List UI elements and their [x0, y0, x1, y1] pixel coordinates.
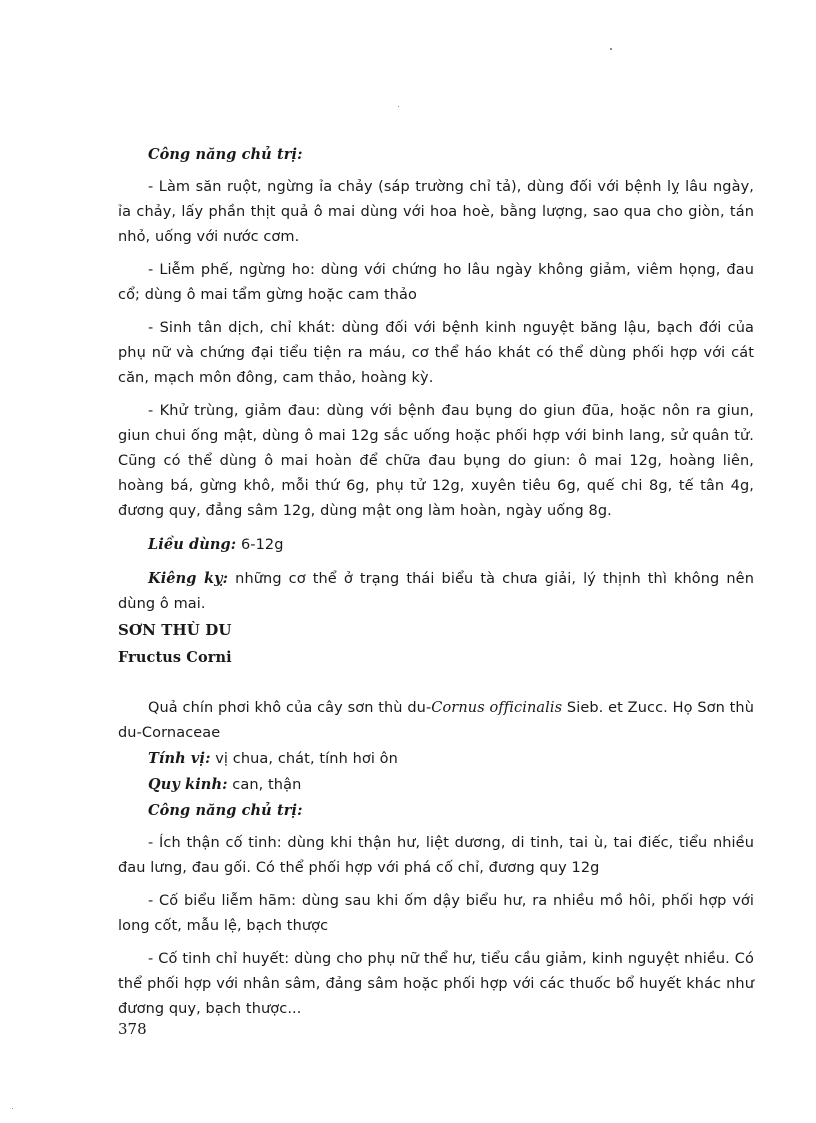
taste-line: Tính vị: vị chua, chát, tính hơi ôn: [148, 750, 398, 767]
contra-line: [118, 566, 754, 617]
paragraph: - Cố biểu liễm hãm: dùng sau khi ốm dậy biểu hư, ra nhiều mồ hôi, phối hợp với long cốt, mẫu lệ, bạch thược: [118, 893, 754, 934]
section-son-thu-du: [118, 618, 754, 1030]
dose-value: 6-12g: [236, 537, 284, 553]
scan-speck: [12, 1108, 13, 1109]
dose-label: Liều dùng:: [148, 536, 237, 553]
paragraph: - Ích thận cố tinh: dùng khi thận hư, liệt dương, di tinh, tai ù, tai điếc, tiểu nhiều đau lưng, đau gối. Có thể phối hợp với phá cố chỉ, đương quy 12g: [118, 835, 754, 876]
contra-value: những cơ thể ở trạng thái biểu tà chưa giải, lý thịnh thì không nên dùng ô mai.: [118, 571, 754, 612]
section-heading: Công năng chủ trị:: [148, 802, 303, 819]
page-number: 378: [118, 1020, 147, 1038]
scan-speck: [610, 48, 612, 50]
section-heading: Công năng chủ trị:: [148, 146, 303, 163]
contra-label: Kiêng kỵ:: [148, 570, 229, 587]
species-name: Cornus officinalis: [431, 700, 563, 716]
paragraph: - Cố tinh chỉ huyết: dùng cho phụ nữ thể hư, tiểu cầu giảm, kinh nguyệt nhiều. Có thể phối hợp với nhân sâm, đảng sâm hoặc phối hợp với các thuốc bổ huyết khác như đương quy, bạch thược...: [118, 951, 754, 1017]
paragraph: - Liễm phế, ngừng ho: dùng với chứng ho lâu ngày không giảm, viêm họng, đau cổ; dùng ô mai tẩm gừng hoặc cam thảo: [118, 262, 754, 303]
meridian-line: Quy kinh: can, thận: [148, 776, 302, 793]
section-title: SƠN THÙ DU: [118, 621, 232, 639]
taste-label: Tính vị:: [148, 750, 211, 767]
intro-paragraph: Quả chín phơi khô của cây sơn thù du-Cornus officinalis Sieb. et Zucc. Họ Sơn thù du-Cornaceae: [118, 700, 754, 741]
scan-speck: [398, 106, 399, 107]
meridian-label: Quy kinh:: [148, 776, 228, 793]
section-o-mai: [118, 142, 754, 625]
paragraph: - Làm săn ruột, ngừng ỉa chảy (sáp trường chỉ tả), dùng đối với bệnh lỵ lâu ngày, ỉa chảy, lấy phần thịt quả ô mai dùng với hoa hoè, bằng lượng, sao qua cho giòn, tán nhỏ, uống với nước cơm.: [118, 179, 754, 245]
paragraph: - Sinh tân dịch, chỉ khát: dùng đối với bệnh kinh nguyệt băng lậu, bạch đới của phụ nữ và chứng đại tiểu tiện ra máu, cơ thể háo khát có thể dùng phối hợp với cát căn, mạch môn đông, cam thảo, hoàng kỳ.: [118, 320, 754, 386]
dose-line: [118, 532, 754, 558]
paragraph: - Khử trùng, giảm đau: dùng với bệnh đau bụng do giun đũa, hoặc nôn ra giun, giun chui ống mật, dùng ô mai 12g sắc uống hoặc phối hợp với binh lang, sử quân tử. Cũng có thể dùng ô mai hoàn để chữa đau bụng do giun: ô mai 12g, hoàng liên, hoàng bá, gừng khô, mỗi thứ 6g, phụ tử 12g, xuyên tiêu 6g, quế chi 8g, tế tân 4g, đương quy, đẳng sâm 12g, dùng mật ong làm hoàn, ngày uống 8g.: [118, 403, 754, 519]
latin-title: Fructus Corni: [118, 649, 232, 666]
